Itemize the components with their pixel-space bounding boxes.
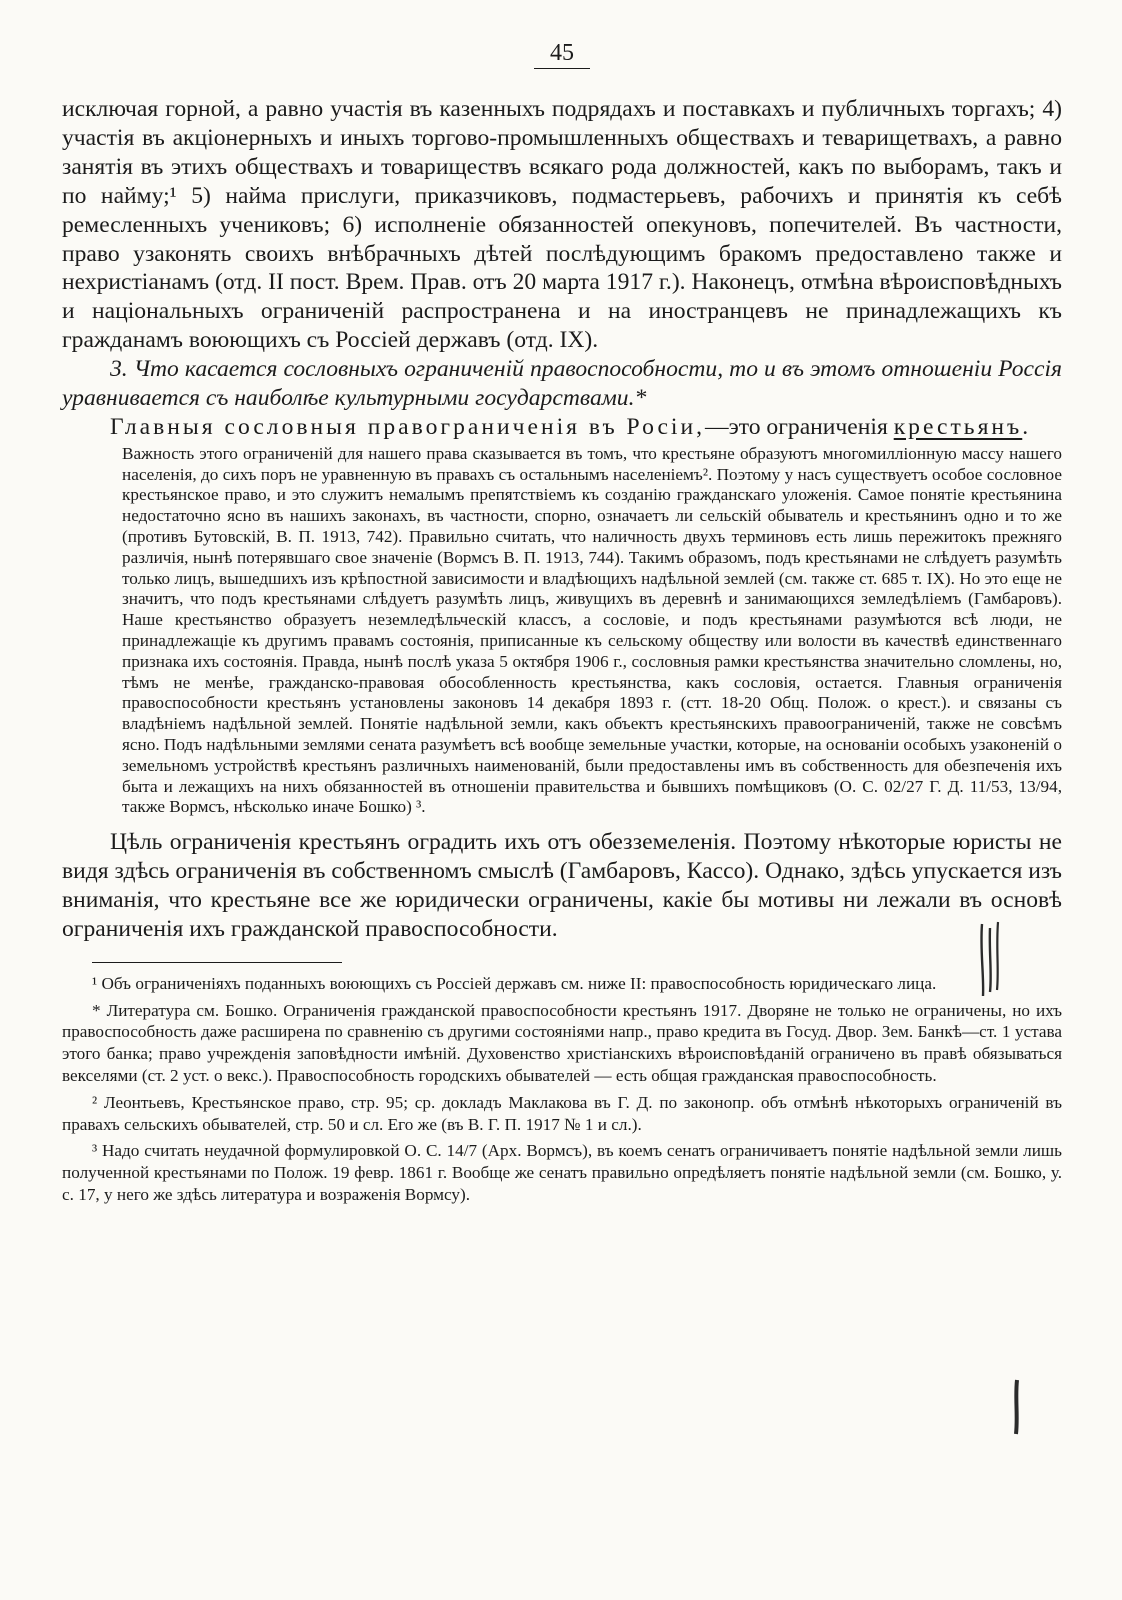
paragraph-2-number: 3. bbox=[110, 356, 128, 383]
paragraph-1: исключая горной, а равно участія въ казенныхъ подрядахъ и поставкахъ и публичныхъ торгахъ; 4) участія въ акціонерныхъ и иныхъ торгово-промышленныхъ обществахъ и теварищетвахъ, а равно занятія въ этихъ обществахъ и товариществъ всякаго рода должностей, какъ по выборамъ, такъ и по найму;¹ 5) найма прислуги, приказчиковъ, подмастерьевъ, рабочихъ и принятія къ себѣ ремесленныхъ учениковъ; 6) исполненіе обязанностей опекуновъ, попечителей. Въ частности, право узаконять своихъ внѣбрачныхъ дѣтей послѣдующимъ бракомъ предоставлено также и нехристіанамъ (отд. II пост. Врем. Прав. отъ 20 марта 1917 г.). Наконецъ, отмѣна вѣроисповѣдныхъ и національныхъ ограниченій распространена и на иностранцевъ не принадлежащихъ къ гражданамъ воюющихъ съ Россіей державъ (отд. IX). bbox=[62, 96, 1062, 354]
margin-pencil-mark bbox=[978, 920, 1004, 1000]
footnotes bbox=[62, 973, 1062, 1206]
small-print-block bbox=[122, 444, 1062, 818]
footnote-2: ² Леонтьевъ, Крестьянское право, стр. 95; ср. докладъ Маклакова въ Г. Д. по законопр. объ отмѣнѣ нѣкоторыхъ ограниченій въ правахъ сельскихъ обывателей, стр. 50 и сл. Его же (въ В. Г. П. 1917 № 1 и сл.). bbox=[62, 1092, 1062, 1134]
paragraph-2-text: Что касается сословныхъ ограниченій правоспособности, то и въ этомъ отношеніи Россія уравнивается съ наиболѣе культурными государствами.* bbox=[62, 356, 1062, 412]
small-print-paragraph: Важность этого ограниченій для нашего права сказывается въ томъ, что крестьяне образуютъ многомилліонную массу нашего населенія, до сихъ поръ не уравненную въ правахъ съ остальнымъ населеніемъ². Поэтому у насъ существуетъ особое сословное крестьянское право, и это служитъ немалымъ препятствіемъ къ созданію гражданскаго уложенія. Самое понятіе крестьянина недостаточно ясно въ нашихъ законахъ, въ частности, спорно, означаетъ ли сельскій обыватель и крестьянинъ одно и то же (противъ Бутовскій, В. П. 1913, 742). Правильно считать, что наличность двухъ терминовъ есть лишь пережитокъ прежняго различія, нынѣ потерявшаго свое значеніе (Вормсъ В. П. 1913, 744). Такимъ образомъ, подъ крестьянами не слѣдуетъ разумѣть только лицъ, вышедшихъ изъ крѣпостной зависимости и владѣющихъ надѣльной землей (см. также ст. 685 т. IX). Но это еще не значитъ, что подъ крестьянами слѣдуетъ разумѣть лицъ, живущихъ въ деревнѣ и занимающихся земледѣліемъ (Гамбаровъ). Наше крестьянство образуетъ неземледѣльческій классъ, а сословіе, и подъ крестьянами разумѣются всѣ люди, не принадлежащіе къ другимъ правамъ состоянія, приписанные къ сельскому обществу или волости въ качествѣ единственнаго признака ихъ состоянія. Правда, нынѣ послѣ указа 5 октября 1906 г., сословныя рамки крестьянства значительно сломлены, но, тѣмъ не менѣе, гражданско-правовая обособленность крестьянства, какъ сословія, остается. Главныя ограниченія правоспособности крестьянъ установлены законовъ 14 декабря 1893 г. (стт. 18-20 Общ. Полож. о крест.). и связаны съ владѣніемъ надѣльной землей. Понятіе надѣльной земли, какъ объектъ крестьянскихъ правоограниченій, также не совсѣмъ ясно. Подъ надѣльными землями сената разумѣетъ всѣ вообще земельные участки, которые, на основаніи особыхъ узаконеній о земельномъ устройствѣ крестьянъ различныхъ наименованій, были предоставлены имъ въ собственность для обезпеченія ихъ быта и лежащихъ на нихъ обязанностей въ отношеніи правительства и бывшихъ помѣщиковъ (О. С. 02/27 Г. Д. 11/53, 13/94, также Вормсъ, нѣсколько иначе Бошко) ³. bbox=[122, 443, 1062, 817]
footnote-3: ³ Надо считать неудачной формулировкой О. С. 14/7 (Арх. Вормсъ), въ коемъ сенатъ ограничиваетъ понятіе надѣльной земли лишь полученной крестьянами по Полож. 19 февр. 1861 г. Вообще же сенатъ правильно опредѣляетъ понятіе надѣльной земли (см. Бошко, у. с. 17, у него же здѣсь литература и возраженія Вормсу). bbox=[62, 1141, 1062, 1205]
document-page bbox=[62, 40, 1062, 1580]
footnote-1: ¹ Объ ограниченіяхъ поданныхъ воюющихъ съ Россіей державъ см. ниже II: правоспособность юридическаго лица. bbox=[92, 973, 937, 993]
paragraph-3-period: . bbox=[1022, 413, 1029, 440]
footnote-separator bbox=[92, 962, 342, 963]
paragraph-3-term: крестьянъ bbox=[893, 413, 1023, 440]
closing-paragraph: Цѣль ограниченія крестьянъ оградить ихъ отъ обезземеленія. Поэтому нѣкоторые юристы не видя здѣсь ограниченія въ собственномъ смыслѣ (Гамбаровъ, Кассо). Однако, здѣсь упускается изъ вниманія, что крестьяне все же юридически ограничены, какіе бы мотивы ни лежали въ основѣ ограниченія ихъ гражданской правоспособности. bbox=[62, 829, 1062, 942]
paragraph-3-lead: Главныя сословныя правограниченія въ Росіи, bbox=[110, 413, 706, 440]
closing-paragraph-block bbox=[62, 828, 1062, 944]
page-number: 45 bbox=[62, 40, 1062, 67]
paragraph-3-dash: —это ограниченія bbox=[705, 413, 894, 440]
paragraph-2 bbox=[62, 355, 1062, 413]
footnote-star: * Литература см. Бошко. Ограниченія гражданской правоспособности крестьянъ 1917. Дворяне не только не ограничены, но ихъ правоспособность даже расширена по сравненію съ другими состояніями напр., право кредита въ Госуд. Двор. Зем. Банкѣ—ст. 1 устава этого банка; право учрежденія заповѣдности имѣній. Духовенство христіанскихъ вѣроисповѣданій ограничено въ правѣ обязываться векселями (ст. 2 уст. о векс.). Правоспособность городскихъ обывателей — есть общая гражданская правоспособность. bbox=[62, 1000, 1062, 1086]
paragraph-3 bbox=[62, 413, 1062, 442]
margin-pencil-mark-2 bbox=[1010, 1378, 1024, 1438]
main-text bbox=[62, 95, 1062, 442]
